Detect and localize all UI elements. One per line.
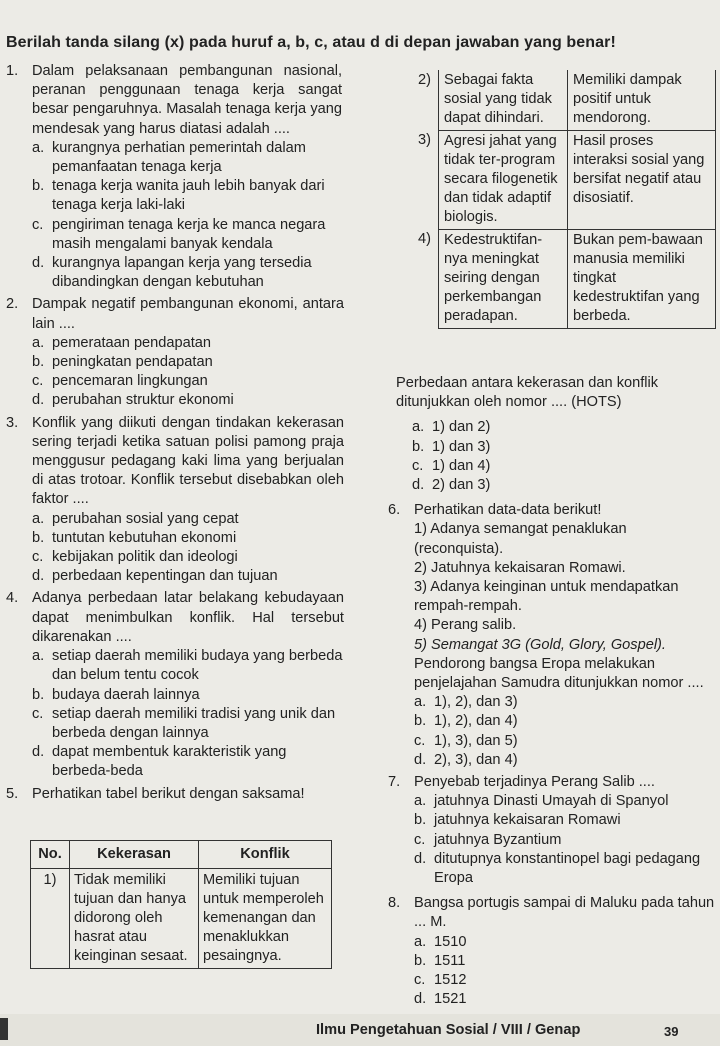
instruction-heading: Berilah tanda silang (x) pada huruf a, b, c, atau d di depan jawaban yang benar! <box>6 34 616 51</box>
option-letter: c. <box>414 972 426 989</box>
table-cell-no: 1) <box>31 869 70 969</box>
option-text: tenaga kerja wanita jauh lebih banyak dari tenaga kerja laki-laki <box>52 178 325 214</box>
option-letter: b. <box>412 438 425 455</box>
option-letter: d. <box>32 568 45 585</box>
question-stem: Adanya perbedaan latar belakang kebudayaan dapat menimbulkan konflik. Hal tersebut dikarenakan .... <box>32 590 344 645</box>
table-cell-no: 4) <box>416 229 439 328</box>
option-letter: b. <box>32 354 45 371</box>
list-item: 1) Adanya semangat penaklukan (reconquista). <box>414 521 627 557</box>
option-letter: c. <box>414 732 426 749</box>
question-number: 2. <box>6 296 19 313</box>
question-number: 5. <box>6 785 19 802</box>
option-letter: a. <box>414 933 427 950</box>
table-row <box>416 130 716 229</box>
option-a[interactable] <box>414 933 718 952</box>
option-letter: d. <box>32 744 45 761</box>
question-7 <box>388 773 718 888</box>
option-text: kurangnya lapangan kerja yang tersedia dibandingkan dengan kebutuhan <box>52 255 312 291</box>
option-a[interactable] <box>414 792 718 811</box>
option-text: pencemaran lingkungan <box>52 373 208 390</box>
table-cell-konflik: Memiliki dampak positif untuk mendorong. <box>568 70 716 130</box>
option-letter: d. <box>32 255 45 272</box>
option-b[interactable] <box>414 811 718 830</box>
list-item: 3) Adanya keinginan untuk mendapatkan rempah-rempah. <box>414 579 679 615</box>
comparison-table-part-1 <box>30 840 332 969</box>
table-cell-konflik: Hasil proses interaksi sosial yang bersifat negatif atau disosiatif. <box>568 130 716 229</box>
table-header-no: No. <box>31 841 70 869</box>
option-d[interactable] <box>32 743 344 781</box>
option-letter: d. <box>414 751 427 768</box>
option-letter: a. <box>414 694 427 711</box>
footer-title: Ilmu Pengetahuan Sosial / VIII / Genap <box>316 1022 581 1038</box>
option-text: jatuhnya kekaisaran Romawi <box>434 812 621 829</box>
option-a[interactable] <box>32 139 342 177</box>
question-5 <box>6 785 344 804</box>
table-cell-kekerasan: Kedestruktifan-nya meningkat seiring dengan perkembangan peradapan. <box>439 229 568 328</box>
option-text: 1) dan 2) <box>432 419 491 436</box>
option-text: jatuhnya Dinasti Umayah di Spanyol <box>434 793 669 810</box>
table-cell-kekerasan: Sebagai fakta sosial yang tidak dapat dihindari. <box>439 70 568 130</box>
option-text: 2) dan 3) <box>432 477 491 494</box>
option-a[interactable] <box>412 418 718 437</box>
option-letter: c. <box>412 457 424 474</box>
option-letter: a. <box>32 334 45 351</box>
option-text: 1) dan 3) <box>432 438 491 455</box>
question-number: 8. <box>388 895 401 912</box>
option-text: perubahan sosial yang cepat <box>52 510 239 527</box>
option-c[interactable] <box>32 548 344 567</box>
option-letter: d. <box>32 392 45 409</box>
option-b[interactable] <box>32 529 344 548</box>
option-b[interactable] <box>414 712 718 731</box>
option-d[interactable] <box>414 751 718 770</box>
comparison-table-part-2 <box>416 70 716 329</box>
question-stem: Bangsa portugis sampai di Maluku pada tahun ... M. <box>414 895 715 931</box>
option-d[interactable] <box>412 476 718 495</box>
list-item: 2) Jatuhnya kekaisaran Romawi. <box>414 559 626 576</box>
option-text: 1) dan 4) <box>432 457 491 474</box>
question-3 <box>6 414 344 587</box>
question-2 <box>6 295 344 410</box>
option-d[interactable] <box>32 254 342 292</box>
option-text: 1511 <box>434 952 466 969</box>
table-cell-konflik: Memiliki tujuan untuk memperoleh kemenangan dan menaklukkan pesaingnya. <box>199 869 332 969</box>
question-number: 1. <box>6 63 19 79</box>
question-4 <box>6 589 344 781</box>
option-text: 1), 2), dan 4) <box>434 713 518 730</box>
option-b[interactable] <box>32 686 344 705</box>
option-c[interactable] <box>414 831 718 850</box>
option-c[interactable] <box>32 372 344 391</box>
option-letter: a. <box>414 793 427 810</box>
option-text: setiap daerah memiliki budaya yang berbeda dan belum tentu cocok <box>52 648 343 684</box>
table-row <box>416 70 716 130</box>
option-text: peningkatan pendapatan <box>52 354 213 371</box>
option-letter: c. <box>32 373 44 390</box>
option-text: 1510 <box>434 933 467 950</box>
option-text: 2), 3), dan 4) <box>434 751 518 768</box>
option-text: pengiriman tenaga kerja ke manca negara masih mengalami banyak kendala <box>52 216 326 252</box>
question-number: 4. <box>6 590 19 607</box>
option-c[interactable] <box>414 971 718 990</box>
option-letter: c. <box>32 705 44 722</box>
option-letter: b. <box>32 686 45 703</box>
list-item: 5) Semangat 3G (Gold, Glory, Gospel). <box>414 636 666 653</box>
option-a[interactable] <box>414 693 718 712</box>
question-number: 6. <box>388 502 401 519</box>
question-1 <box>6 62 344 292</box>
question-prompt: Pendorong bangsa Eropa melakukan penjelajahan Samudra ditunjukkan nomor .... <box>414 655 704 692</box>
option-text: kebijakan politik dan ideologi <box>52 549 238 566</box>
option-text: tuntutan kebutuhan ekonomi <box>52 529 237 546</box>
option-letter: c. <box>414 831 426 848</box>
page-number: 39 <box>664 1024 679 1039</box>
question-6 <box>388 501 718 770</box>
option-letter: c. <box>32 216 44 233</box>
table-caption: Perbedaan antara kekerasan dan konflik ditunjukkan oleh nomor .... (HOTS) <box>396 375 659 411</box>
table-cell-no: 3) <box>416 130 439 229</box>
option-letter: a. <box>412 419 425 436</box>
page-footer <box>0 1014 720 1046</box>
option-text: dapat membentuk karakteristik yang berbeda-beda <box>52 744 287 780</box>
option-letter: a. <box>32 139 45 156</box>
option-letter: b. <box>32 529 45 546</box>
option-b[interactable] <box>32 353 344 372</box>
table-header-konflik: Konflik <box>199 841 332 869</box>
question-8 <box>388 894 718 1009</box>
option-text: 1521 <box>434 991 467 1008</box>
option-b[interactable] <box>412 438 718 457</box>
option-c[interactable] <box>32 705 344 743</box>
option-letter: d. <box>414 850 427 867</box>
option-c[interactable] <box>32 216 342 254</box>
option-text: 1), 3), dan 5) <box>434 732 518 749</box>
option-b[interactable] <box>32 177 342 215</box>
option-text: ditutupnya konstantinopel bagi pedagang Eropa <box>434 850 701 887</box>
option-letter: d. <box>412 477 425 494</box>
option-a[interactable] <box>32 334 344 353</box>
table-row <box>31 869 332 969</box>
option-d[interactable] <box>414 850 718 888</box>
option-letter: b. <box>414 952 427 969</box>
option-text: kurangnya perhatian pemerintah dalam pemanfaatan tenaga kerja <box>52 139 306 176</box>
option-letter: b. <box>414 812 427 829</box>
question-stem: Penyebab terjadinya Perang Salib .... <box>414 774 655 791</box>
option-text: 1512 <box>434 972 467 989</box>
option-text: 1), 2), dan 3) <box>434 694 518 711</box>
table-cell-kekerasan: Tidak memiliki tujuan dan hanya didorong oleh hasrat atau keinginan sesaat. <box>70 869 199 969</box>
option-d[interactable] <box>414 990 718 1009</box>
option-letter: a. <box>32 510 45 527</box>
option-b[interactable] <box>414 952 718 971</box>
question-stem: Dalam pelaksanaan pembangunan nasional, peranan penggunaan tenaga kerja sangat besar pengaruhnya. Masalah tenaga kerja yang mendesak yang harus diatasi adalah .... <box>32 63 342 137</box>
option-text: jatuhnya Byzantium <box>434 831 562 848</box>
question-number: 3. <box>6 414 19 431</box>
list-item: 4) Perang salib. <box>414 617 517 634</box>
option-text: pemerataan pendapatan <box>52 334 212 351</box>
option-d[interactable] <box>32 391 344 410</box>
option-a[interactable] <box>32 510 344 529</box>
option-c[interactable] <box>412 457 718 476</box>
option-d[interactable] <box>32 567 344 586</box>
option-a[interactable] <box>32 647 344 685</box>
question-stem: Perhatikan tabel berikut dengan saksama! <box>32 785 305 802</box>
option-text: perbedaan kepentingan dan tujuan <box>52 568 278 585</box>
option-letter: b. <box>32 178 45 195</box>
table-cell-kekerasan: Agresi jahat yang tidak ter-program secara filogenetik dan tidak adaptif biologis. <box>439 130 568 229</box>
left-column <box>6 62 344 805</box>
question-stem: Dampak negatif pembangunan ekonomi, antara lain .... <box>32 296 344 332</box>
right-column <box>388 374 718 1011</box>
option-letter: d. <box>414 991 427 1008</box>
corner-mark <box>0 1018 8 1040</box>
option-letter: b. <box>414 713 427 730</box>
option-text: perubahan struktur ekonomi <box>52 392 234 409</box>
question-stem: Konflik yang diikuti dengan tindakan kekerasan sering terjadi ketika satuan polisi pamong praja menggusur pedagang kaki lima yang berjualan di atas trotoar. Konflik tersebut disebabkan oleh faktor .... <box>32 414 344 508</box>
option-c[interactable] <box>414 732 718 751</box>
table-cell-konflik: Bukan pem-bawaan manusia memiliki tingkat kedestruktifan yang berbeda. <box>568 229 716 328</box>
question-stem: Perhatikan data-data berikut! <box>414 502 602 519</box>
table-cell-no: 2) <box>416 70 439 130</box>
table-header-kekerasan: Kekerasan <box>70 841 199 869</box>
option-text: budaya daerah lainnya <box>52 686 200 703</box>
option-letter: c. <box>32 549 44 566</box>
question-number: 7. <box>388 774 401 791</box>
table-row <box>416 229 716 328</box>
option-letter: a. <box>32 648 45 665</box>
option-text: setiap daerah memiliki tradisi yang unik dan berbeda dengan lainnya <box>52 705 336 741</box>
